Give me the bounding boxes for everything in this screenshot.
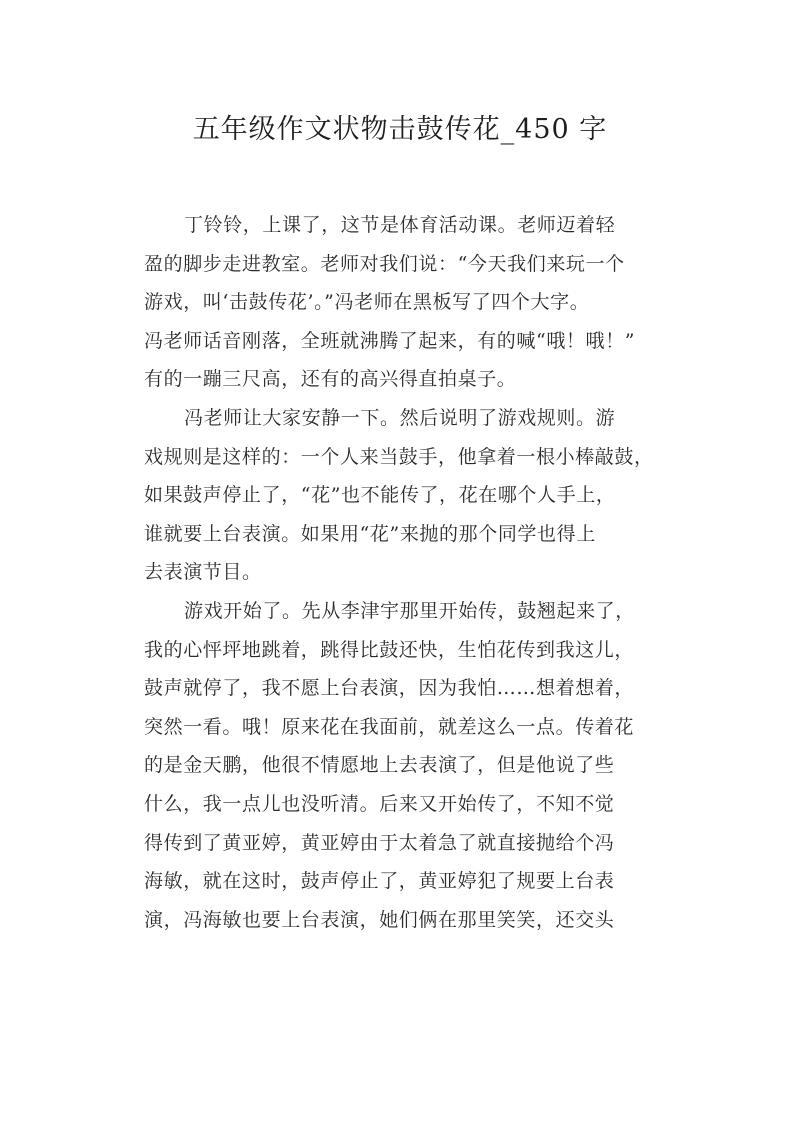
paragraph-1-line-5: 有的一蹦三尺高，还有的高兴得直拍桌子。	[144, 368, 517, 391]
paragraph-1-line-2: 盈的脚步走进教室。老师对我们说：“今天我们来玩一个	[144, 252, 625, 275]
paragraph-1-line-3: 游戏，叫‘击鼓传花’。”冯老师在黑板写了四个大字。	[144, 291, 590, 314]
document-body	[144, 206, 664, 939]
paragraph-2-line-5: 去表演节目。	[144, 561, 262, 584]
paragraph-2-line-2: 戏规则是这样的：一个人来当鼓手，他拿着一根小棒敲鼓，	[144, 445, 654, 468]
paragraph-3-line-6: 什么，我一点儿也没听清。后来又开始传了，不知不觉	[144, 792, 615, 815]
paragraph-2-line-4: 谁就要上台表演。如果用“花”来抛的那个同学也得上	[144, 522, 596, 545]
paragraph-1-line-4: 冯老师话音刚落，全班就沸腾了起来，有的喊“哦！哦！”	[144, 329, 636, 352]
paragraph-3-line-8: 海敏，就在这时，鼓声停止了，黄亚婷犯了规要上台表	[144, 870, 615, 893]
paragraph-1-line-1: 丁铃铃，上课了，这节是体育活动课。老师迈着轻	[184, 214, 616, 236]
paragraph-3-line-1: 游戏开始了。先从李津宇那里开始传，鼓翘起来了，	[184, 599, 635, 622]
paragraph-3-line-2: 我的心怦坪地跳着，跳得比鼓还快，生怕花传到我这儿，	[144, 638, 635, 661]
paragraph-2-line-1: 冯老师让大家安静一下。然后说明了游戏规则。游	[184, 406, 616, 429]
paragraph-3-line-3: 鼓声就停了，我不愿上台表演，因为我怕……想着想着，	[144, 677, 635, 700]
paragraph-3-line-7: 得传到了黄亚婷，黄亚婷由于太着急了就直接抛给个冯	[144, 831, 615, 854]
document-title: 五年级作文状物击鼓传花_450 字	[192, 114, 608, 145]
paragraph-3-line-4: 突然一看。哦！原来花在我面前，就差这么一点。传着花	[144, 715, 635, 738]
paragraph-3-line-5: 的是金天鹏，他很不情愿地上去表演了，但是他说了些	[144, 754, 615, 777]
paragraph-3-line-9: 演，冯海敏也要上台表演，她们俩在那里笑笑，还交头	[144, 908, 615, 931]
paragraph-2-line-3: 如果鼓声停止了，“花”也不能传了，花在哪个人手上，	[144, 484, 616, 507]
